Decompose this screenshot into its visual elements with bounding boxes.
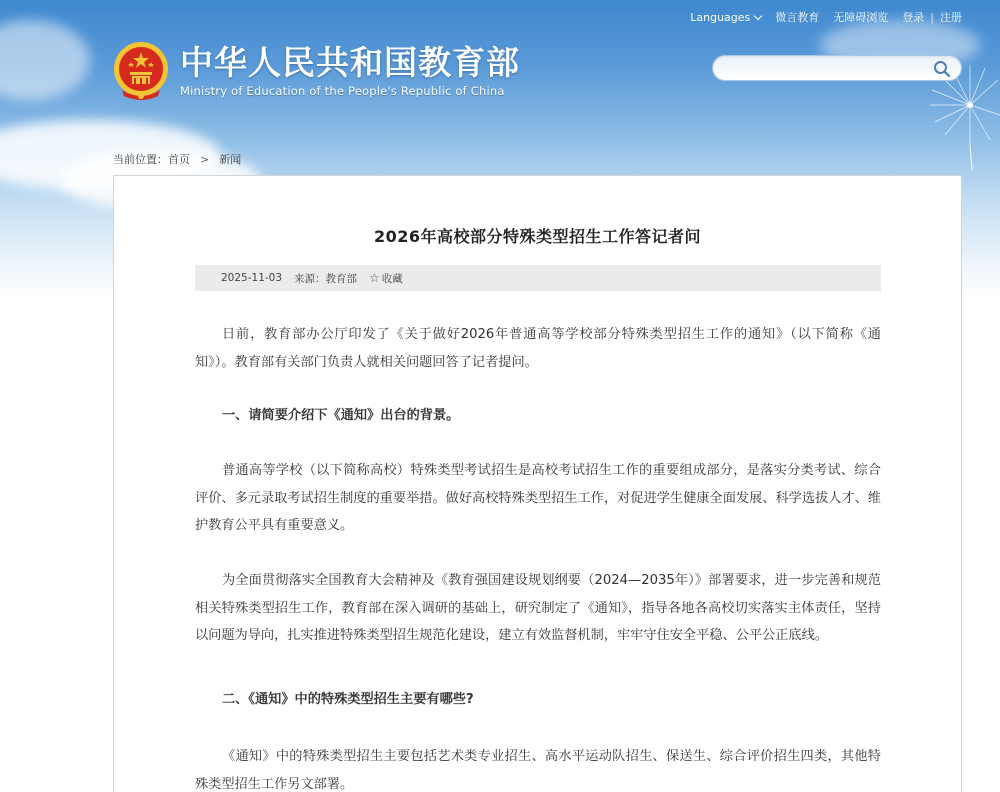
brand-title-cn: 中华人民共和国教育部	[180, 43, 520, 82]
site-logo[interactable]	[112, 40, 520, 102]
chevron-down-icon	[754, 11, 762, 19]
article-panel	[113, 175, 962, 792]
search-box	[712, 55, 962, 81]
search-icon[interactable]	[933, 60, 951, 78]
section-heading-wrap	[195, 686, 881, 714]
paragraph: 为全面贯彻落实全国教育大会精神及《教育强国建设规划纲要（2024—2035年）》部署要求，进一步完善和规范相关特殊类型招生工作，教育部在深入调研的基础上，研究制定了《通知》，指导各地各高校切实落实主体责任，坚持以问题为导向，扎实推进特殊类型招生规范化建设，建立有效监督机制，牢牢守住安全平稳、公平公正底线。	[195, 573, 881, 643]
breadcrumb-prefix: 当前位置：	[113, 153, 168, 166]
search-input[interactable]	[725, 56, 935, 80]
link-separator: |	[930, 10, 934, 24]
paragraph: 普通高等学校（以下简称高校）特殊类型考试招生是高校考试招生工作的重要组成部分，是落实分类考试、综合评价、多元录取考试招生制度的重要举措。做好高校特殊类型招生工作，对促进学生健康全面发展、科学选拔人才、维护教育公平具有重要意义。	[195, 463, 881, 533]
weiyan-jiaoyu-link[interactable]: 微言教育	[775, 11, 820, 24]
section-heading-wrap	[195, 402, 881, 430]
breadcrumb-home[interactable]: 首页	[168, 153, 190, 166]
brand-title-en: Ministry of Education of the People's Republic of China	[180, 84, 505, 98]
breadcrumb-news[interactable]: 新闻	[219, 153, 242, 166]
paragraph: 日前，教育部办公厅印发了《关于做好2026年普通高等学校部分特殊类型招生工作的通知》（以下简称《通知》）。教育部有关部门负责人就相关问题回答了记者提问。	[195, 327, 881, 370]
star-icon: ☆	[369, 271, 380, 285]
article-body	[195, 321, 881, 376]
national-emblem-icon	[112, 40, 170, 102]
paragraph-wrap	[195, 743, 881, 792]
chevron-right-icon: >	[200, 152, 210, 166]
article-title: 2026年高校部分特殊类型招生工作答记者问	[373, 227, 702, 246]
register-link[interactable]: 注册	[940, 11, 962, 24]
favorite-label: 收藏	[381, 272, 403, 285]
paragraph-wrap	[195, 457, 881, 540]
languages-link[interactable]: Languages	[690, 11, 761, 24]
paragraph: 《通知》中的特殊类型招生主要包括艺术类专业招生、高水平运动队招生、保送生、综合评价招生四类，其他特殊类型招生工作另文部署。	[195, 749, 881, 792]
favorite-button[interactable]	[369, 271, 403, 286]
login-link[interactable]: 登录	[902, 11, 925, 24]
article-meta-bar	[195, 265, 881, 291]
accessibility-link[interactable]: 无障碍浏览	[833, 11, 889, 24]
breadcrumb	[113, 151, 241, 167]
section-heading: 二、《通知》中的特殊类型招生主要有哪些?	[222, 692, 474, 707]
top-links	[676, 9, 962, 25]
section-heading: 一、请简要介绍下《通知》出台的背景。	[222, 408, 460, 423]
paragraph-wrap	[195, 567, 881, 650]
article-source: 来源：教育部	[294, 272, 358, 285]
article-date: 2025-11-03	[221, 272, 283, 284]
